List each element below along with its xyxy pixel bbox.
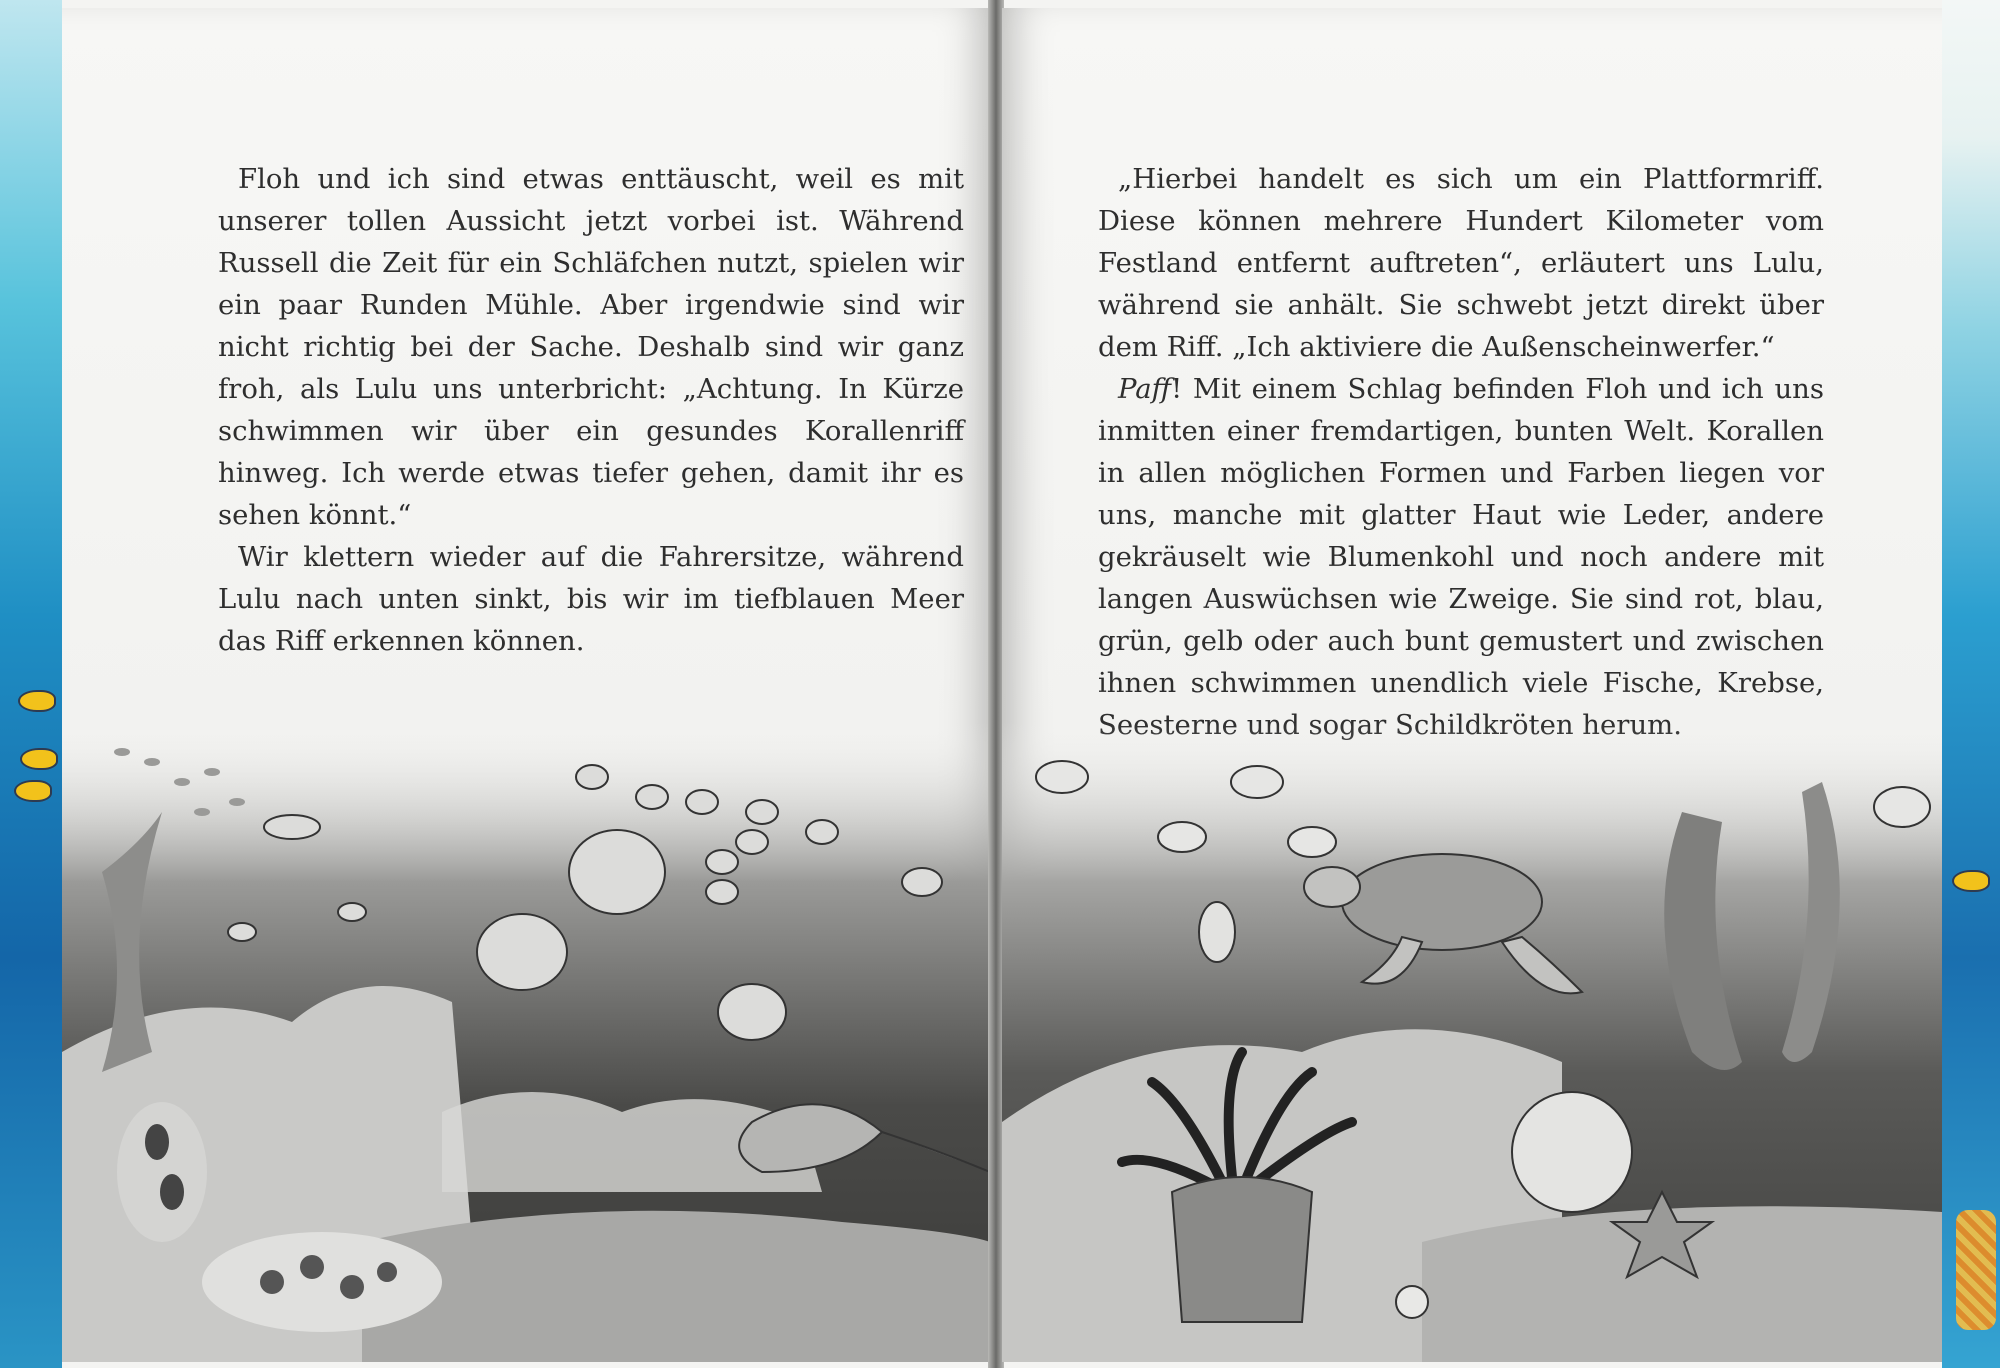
right-paragraph-2-rest: ! Mit einem Schlag befinden Floh und ich uns inmitten einer fremdartigen, bunten Welt. Korallen in allen möglichen Formen und Farben liegen vor uns, manche mit glatter Haut wie Leder, andere gekräuselt wie Blumenkohl und noch andere mit langen Auswüchsen wie Zweige. Sie sind rot, blau, grün, gelb oder auch bunt gemustert und zwischen ihnen schwimmen unendlich viele Fische, Krebse,	[1098, 373, 1824, 699]
book-cover-left-edge	[0, 0, 62, 1368]
cover-coral-icon	[1956, 1210, 1996, 1330]
book-cover-right-edge	[1942, 0, 2000, 1368]
squid-icon	[1199, 902, 1235, 962]
right-paragraph-1: „Hierbei handelt es sich um ein Plattformriff. Diese können mehrere Hundert Kilometer vom Festland entfernt auftreten“, erläutert uns Lulu, während sie anhält. Sie schwebt jetzt direkt über dem Riff. „Ich aktiviere die Außenscheinwerfer.“	[1098, 163, 1824, 363]
emphasis-word: Paff	[1118, 373, 1172, 405]
reef-illustration-left	[62, 722, 990, 1362]
hermit-crab-icon	[1396, 1286, 1428, 1318]
coral-icon	[362, 1211, 990, 1362]
right-page	[1002, 8, 1942, 1362]
left-page	[62, 8, 990, 1362]
reef-illustration-right	[1002, 722, 1942, 1362]
left-paragraph-2: Wir klettern wieder auf die Fahrersitze, während Lulu nach unten sinkt, bis wir im tiefblauen Meer das Riff erkennen können.	[218, 541, 964, 657]
left-paragraph-1: Floh und ich sind etwas enttäuscht, weil es mit unserer tollen Aussicht jetzt vorbei ist. Während Russell die Zeit für ein Schläfchen nutzt, spielen wir ein paar Runden Mühle. Aber irgendwie sind wir nicht richtig bei der Sache. Deshalb sind wir ganz froh, als Lulu uns unterbricht: „Achtung. In Kürze schwimmen wir über ein gesundes Korallenriff hinweg. Ich werde etwas tiefer gehen, damit ihr es sehen könnt.“	[218, 163, 964, 531]
left-page-text	[218, 158, 964, 662]
right-paragraph-2	[1098, 368, 1824, 746]
coral-icon	[1512, 1092, 1632, 1212]
cover-fish-icon	[18, 690, 56, 712]
cover-fish-icon	[14, 780, 52, 802]
cover-fish-icon	[20, 748, 58, 770]
right-page-text	[1098, 158, 1824, 746]
cover-fish-icon	[1952, 870, 1990, 892]
